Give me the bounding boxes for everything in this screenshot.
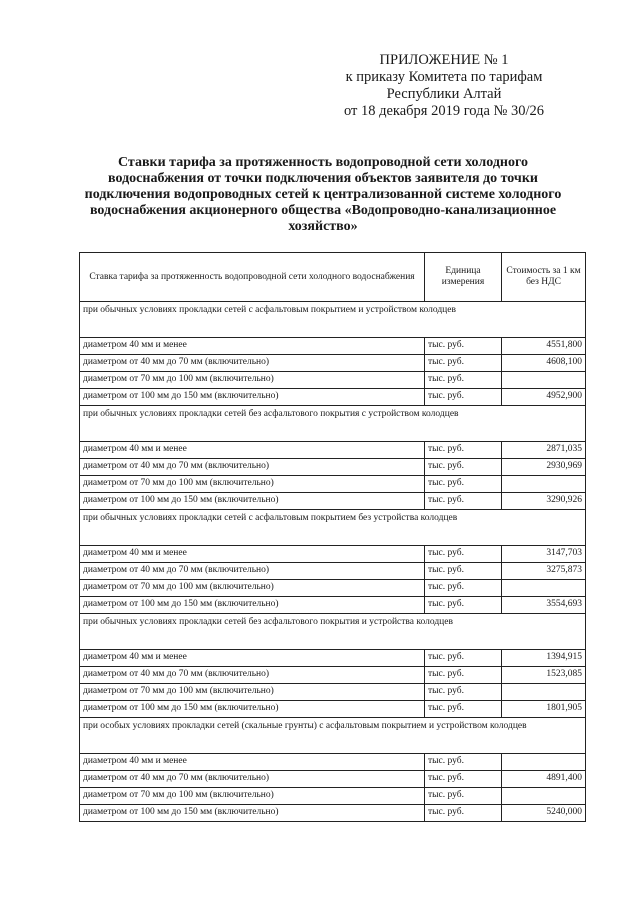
- appendix-header: [300, 52, 588, 120]
- cost-cell: 3275,873: [502, 563, 586, 580]
- unit-cell: тыс. руб.: [425, 805, 502, 822]
- category-label: при обычных условиях прокладки сетей с асфальтовым покрытием и устройством колодцев: [80, 302, 586, 338]
- table-row: [80, 701, 586, 718]
- cost-cell: 1523,085: [502, 667, 586, 684]
- cost-cell: [502, 754, 586, 771]
- unit-cell: тыс. руб.: [425, 563, 502, 580]
- unit-cell: тыс. руб.: [425, 338, 502, 355]
- category-row: [80, 406, 586, 442]
- diameter-cell: диаметром 40 мм и менее: [80, 650, 425, 667]
- cost-cell: 1394,915: [502, 650, 586, 667]
- tariff-table: [79, 252, 586, 822]
- category-row: [80, 614, 586, 650]
- diameter-cell: диаметром от 70 мм до 100 мм (включительно): [80, 372, 425, 389]
- diameter-cell: диаметром от 100 мм до 150 мм (включительно): [80, 493, 425, 510]
- unit-cell: тыс. руб.: [425, 372, 502, 389]
- unit-cell: тыс. руб.: [425, 684, 502, 701]
- category-label: при обычных условиях прокладки сетей без асфальтового покрытия и устройства колодцев: [80, 614, 586, 650]
- unit-cell: тыс. руб.: [425, 546, 502, 563]
- table-row: [80, 771, 586, 788]
- diameter-cell: диаметром от 70 мм до 100 мм (включительно): [80, 476, 425, 493]
- diameter-cell: диаметром 40 мм и менее: [80, 442, 425, 459]
- unit-cell: тыс. руб.: [425, 355, 502, 372]
- diameter-cell: диаметром от 70 мм до 100 мм (включительно): [80, 580, 425, 597]
- unit-cell: тыс. руб.: [425, 389, 502, 406]
- table-row: [80, 667, 586, 684]
- appendix-region: Республики Алтай: [386, 86, 502, 102]
- cost-cell: 3554,693: [502, 597, 586, 614]
- unit-cell: тыс. руб.: [425, 754, 502, 771]
- category-row: [80, 718, 586, 754]
- unit-cell: тыс. руб.: [425, 650, 502, 667]
- cost-cell: [502, 476, 586, 493]
- table-row: [80, 597, 586, 614]
- table-row: [80, 563, 586, 580]
- cost-cell: [502, 580, 586, 597]
- unit-cell: тыс. руб.: [425, 701, 502, 718]
- appendix-order-ref: к приказу Комитета по тарифам: [345, 69, 543, 85]
- diameter-cell: диаметром 40 мм и менее: [80, 754, 425, 771]
- table-row: [80, 754, 586, 771]
- category-row: [80, 510, 586, 546]
- diameter-cell: диаметром от 100 мм до 150 мм (включительно): [80, 389, 425, 406]
- cost-cell: 4891,400: [502, 771, 586, 788]
- unit-cell: тыс. руб.: [425, 597, 502, 614]
- table-row: [80, 372, 586, 389]
- cost-cell: 3290,926: [502, 493, 586, 510]
- table-row: [80, 788, 586, 805]
- diameter-cell: диаметром от 40 мм до 70 мм (включительно): [80, 355, 425, 372]
- cost-cell: 4608,100: [502, 355, 586, 372]
- cost-cell: 1801,905: [502, 701, 586, 718]
- cost-cell: [502, 372, 586, 389]
- diameter-cell: диаметром от 100 мм до 150 мм (включительно): [80, 805, 425, 822]
- diameter-cell: диаметром от 100 мм до 150 мм (включительно): [80, 597, 425, 614]
- table-row: [80, 476, 586, 493]
- table-row: [80, 684, 586, 701]
- cost-cell: 2871,035: [502, 442, 586, 459]
- table-row: [80, 493, 586, 510]
- table-row: [80, 459, 586, 476]
- category-row: [80, 302, 586, 338]
- cost-cell: 4952,900: [502, 389, 586, 406]
- diameter-cell: диаметром от 100 мм до 150 мм (включительно): [80, 701, 425, 718]
- cost-cell: 3147,703: [502, 546, 586, 563]
- cost-cell: 2930,969: [502, 459, 586, 476]
- header-unit: Единица измерения: [425, 253, 502, 302]
- header-rate: Ставка тарифа за протяженность водопроводной сети холодного водоснабжения: [80, 253, 425, 302]
- cost-cell: [502, 788, 586, 805]
- unit-cell: тыс. руб.: [425, 771, 502, 788]
- diameter-cell: диаметром от 40 мм до 70 мм (включительно): [80, 771, 425, 788]
- table-row: [80, 546, 586, 563]
- table-header-row: [80, 253, 586, 302]
- appendix-date: от 18 декабря 2019 года № 30/26: [343, 103, 545, 119]
- table-body: [80, 302, 586, 822]
- category-label: при обычных условиях прокладки сетей без асфальтового покрытия с устройством колодцев: [80, 406, 586, 442]
- header-cost: Стоимость за 1 км без НДС: [502, 253, 586, 302]
- cost-cell: 4551,800: [502, 338, 586, 355]
- diameter-cell: диаметром от 70 мм до 100 мм (включительно): [80, 684, 425, 701]
- diameter-cell: диаметром от 40 мм до 70 мм (включительно): [80, 667, 425, 684]
- table-row: [80, 805, 586, 822]
- unit-cell: тыс. руб.: [425, 667, 502, 684]
- diameter-cell: диаметром от 40 мм до 70 мм (включительно): [80, 459, 425, 476]
- unit-cell: тыс. руб.: [425, 476, 502, 493]
- unit-cell: тыс. руб.: [425, 580, 502, 597]
- unit-cell: тыс. руб.: [425, 493, 502, 510]
- cost-cell: 5240,000: [502, 805, 586, 822]
- category-label: при особых условиях прокладки сетей (скальные грунты) с асфальтовым покрытием и устройством колодцев: [80, 718, 586, 754]
- table-row: [80, 580, 586, 597]
- cost-cell: [502, 684, 586, 701]
- category-label: при обычных условиях прокладки сетей с асфальтовым покрытием без устройства колодцев: [80, 510, 586, 546]
- table-row: [80, 355, 586, 372]
- diameter-cell: диаметром 40 мм и менее: [80, 338, 425, 355]
- diameter-cell: диаметром от 70 мм до 100 мм (включительно): [80, 788, 425, 805]
- table-row: [80, 442, 586, 459]
- table-row: [80, 338, 586, 355]
- diameter-cell: диаметром от 40 мм до 70 мм (включительно): [80, 563, 425, 580]
- table-row: [80, 389, 586, 406]
- document-title: Ставки тарифа за протяженность водопроводной сети холодного водоснабжения от точки подключения объектов заявителя до точки подключения водопроводных сетей к централизованной системе холодного водоснабжения акционерного общества «Водопроводно-канализационное хозяйство»: [84, 155, 562, 234]
- unit-cell: тыс. руб.: [425, 788, 502, 805]
- unit-cell: тыс. руб.: [425, 459, 502, 476]
- diameter-cell: диаметром 40 мм и менее: [80, 546, 425, 563]
- unit-cell: тыс. руб.: [425, 442, 502, 459]
- table-row: [80, 650, 586, 667]
- appendix-number: ПРИЛОЖЕНИЕ № 1: [379, 52, 509, 68]
